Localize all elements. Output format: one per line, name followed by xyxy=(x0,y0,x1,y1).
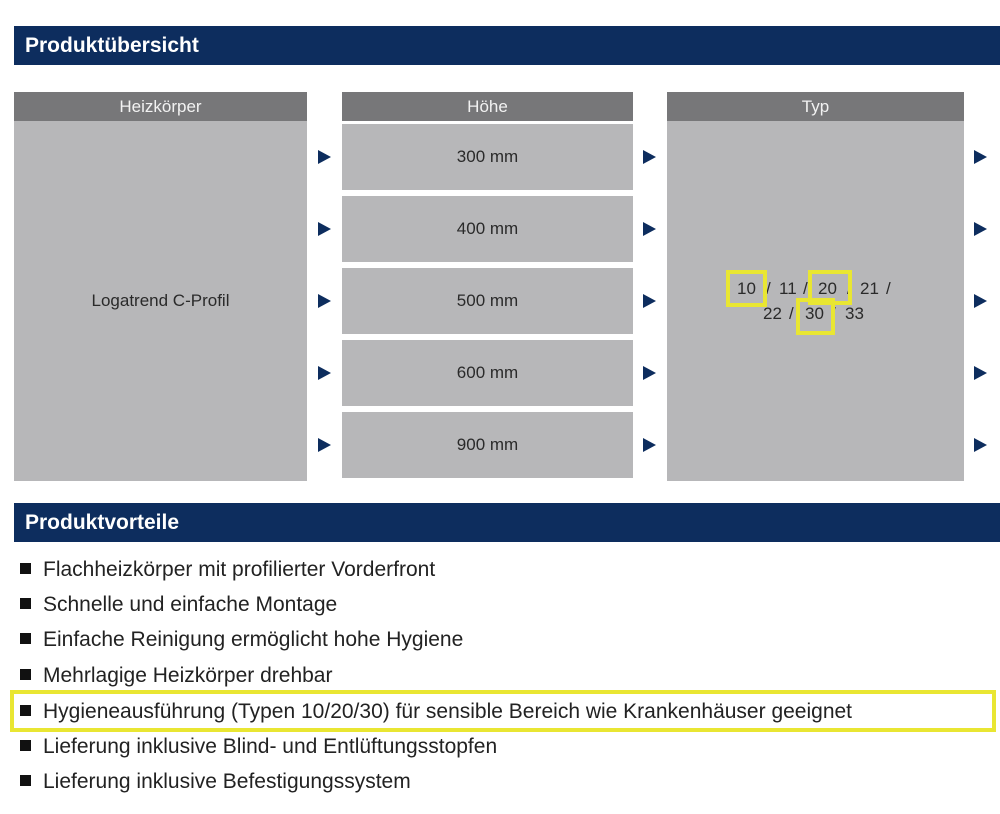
benefit-list-item xyxy=(20,555,435,585)
typ-separator: / xyxy=(803,279,808,298)
triangle-right-icon xyxy=(318,294,331,308)
triangle-right-icon xyxy=(974,150,987,164)
typ-separator: / xyxy=(886,279,891,298)
hoehe-cell-400 xyxy=(342,196,633,262)
hoehe-cell-300 xyxy=(342,124,633,190)
benefit-list-item xyxy=(20,590,337,620)
hoehe-cell-600 xyxy=(342,340,633,406)
heizkoerper-cell xyxy=(14,121,307,481)
typ-value-30: 30 xyxy=(805,304,824,323)
triangle-right-icon xyxy=(643,150,656,164)
benefit-text: Einfache Reinigung ermöglicht hohe Hygiene xyxy=(43,628,464,651)
bullet-icon xyxy=(20,669,31,680)
hoehe-column xyxy=(342,92,633,481)
benefit-text: Schnelle und einfache Montage xyxy=(43,593,338,616)
hoehe-value: 400 mm xyxy=(456,219,519,238)
triangle-right-icon xyxy=(643,366,656,380)
hoehe-column-header: Höhe xyxy=(342,92,633,121)
heizkoerper-column xyxy=(14,92,307,481)
heizkoerper-value: Logatrend C-Profil xyxy=(91,291,230,310)
typ-value-10: 10 xyxy=(737,279,756,298)
hoehe-value: 600 mm xyxy=(456,363,519,382)
triangle-right-icon xyxy=(974,438,987,452)
triangle-right-icon xyxy=(318,438,331,452)
benefit-text: Hygieneausführung (Typen 10/20/30) für sensible Bereich wie Krankenhäuser geeignet xyxy=(43,700,853,723)
benefit-list-item xyxy=(20,661,332,691)
typ-value-11: 11 xyxy=(779,279,797,298)
highlight-box-type-30 xyxy=(796,298,835,335)
typ-value-33: 33 xyxy=(845,304,864,323)
benefit-text: Lieferung inklusive Befestigungssystem xyxy=(43,770,411,793)
hoehe-value: 300 mm xyxy=(456,147,519,166)
benefit-list-item xyxy=(20,767,411,797)
bullet-icon xyxy=(20,563,31,574)
triangle-right-icon xyxy=(974,366,987,380)
hoehe-cell-900 xyxy=(342,412,633,478)
bullet-icon xyxy=(20,775,31,786)
typ-value-22: 22 xyxy=(763,304,782,323)
hoehe-value: 900 mm xyxy=(456,435,519,454)
bullet-icon xyxy=(20,633,31,644)
typ-separator: / xyxy=(847,279,852,298)
triangle-right-icon xyxy=(643,438,656,452)
typ-value-20: 20 xyxy=(818,279,837,298)
triangle-right-icon xyxy=(974,294,987,308)
triangle-right-icon xyxy=(643,222,656,236)
benefit-text: Flachheizkörper mit profilierter Vorderfront xyxy=(43,558,436,581)
highlight-box-hygiene-benefit xyxy=(10,690,996,732)
benefit-list-item xyxy=(20,625,463,655)
triangle-right-icon xyxy=(318,150,331,164)
benefit-text: Lieferung inklusive Blind- und Entlüftungsstopfen xyxy=(43,735,498,758)
typ-value-21: 21 xyxy=(860,279,879,298)
triangle-right-icon xyxy=(318,366,331,380)
triangle-right-icon xyxy=(318,222,331,236)
typ-separator: / xyxy=(789,304,794,323)
highlight-box-type-10 xyxy=(726,270,767,307)
bullet-icon xyxy=(20,740,31,751)
benefits-section-header: Produktvorteile xyxy=(14,503,1000,542)
overview-section-header: Produktübersicht xyxy=(14,26,1000,65)
typ-column-header: Typ xyxy=(667,92,964,121)
heizkoerper-column-header: Heizkörper xyxy=(14,92,307,121)
triangle-right-icon xyxy=(974,222,987,236)
hoehe-cell-500 xyxy=(342,268,633,334)
typ-separator: / xyxy=(766,279,771,298)
hoehe-value: 500 mm xyxy=(456,291,519,310)
typ-separator: / xyxy=(831,304,836,323)
benefit-list-item xyxy=(20,732,497,762)
triangle-right-icon xyxy=(643,294,656,308)
bullet-icon xyxy=(20,598,31,609)
benefit-text: Mehrlagige Heizkörper drehbar xyxy=(43,664,333,687)
